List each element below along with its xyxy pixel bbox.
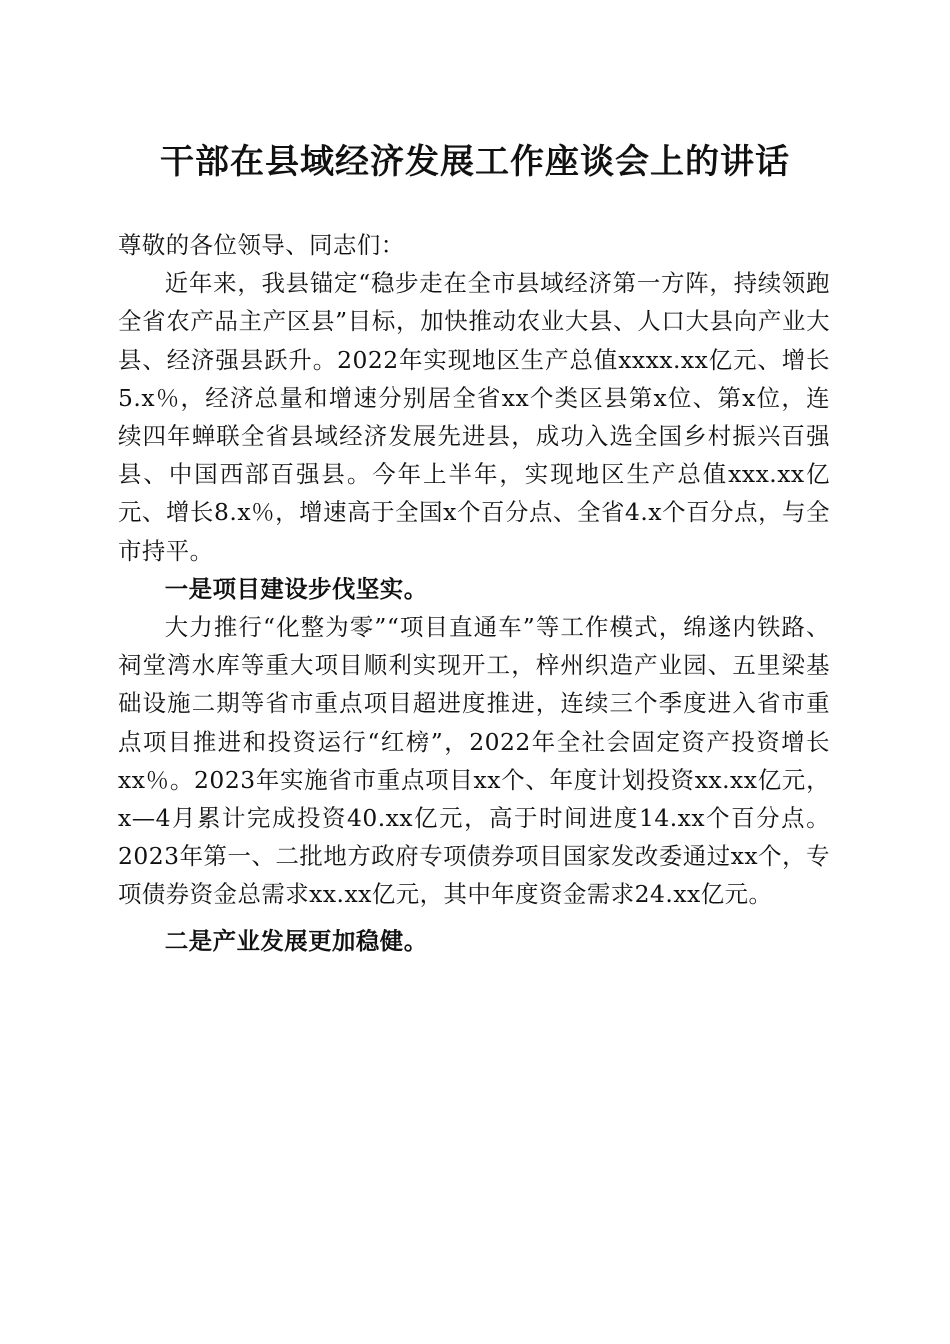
section-heading-2: 二是产业发展更加稳健。 — [164, 926, 428, 955]
section-heading-1: 一是项目建设步伐坚实。 — [164, 574, 428, 603]
paragraph-intro: 近年来，我县锚定“稳步走在全市县域经济第一方阵，持续领跑全省农产品主产区县”目标，加快推动农业大县、人口大县向产业大县、经济强县跃升。2022年实现地区生产总值xxxx.xx亿元、增长5.x％，经济总量和增速分别居全省xx个类区县第x位、第x位，连续四年蝉联全省县域经济发展先进县，成功入选全国乡村振兴百强县、中国西部百强县。今年上半年，实现地区生产总值xxx.xx亿元、增长8.x％，增速高于全国x个百分点、全省4.x个百分点，与全市持平。 — [118, 269, 831, 565]
paragraph-projects: 大力推行“化整为零”“项目直通车”等工作模式，绵遂内铁路、祠堂湾水库等重大项目顺利实现开工，梓州织造产业园、五里梁基础设施二期等省市重点项目超进度推进，连续三个季度进入省市重点项目推进和投资运行“红榜”，2022年全社会固定资产投资增长xx％。2023年实施省市重点项目xx个、年度计划投资xx.xx亿元，x—4月累计完成投资40.xx亿元，高于时间进度14.xx个百分点。2023年第一、二批地方政府专项债券项目国家发改委通过xx个，专项债券资金总需求xx.xx亿元，其中年度资金需求24.xx亿元。 — [118, 613, 830, 909]
document-title: 干部在县域经济发展工作座谈会上的讲话 — [160, 142, 790, 182]
salutation: 尊敬的各位领导、同志们： — [118, 231, 405, 259]
document-body — [118, 226, 830, 960]
